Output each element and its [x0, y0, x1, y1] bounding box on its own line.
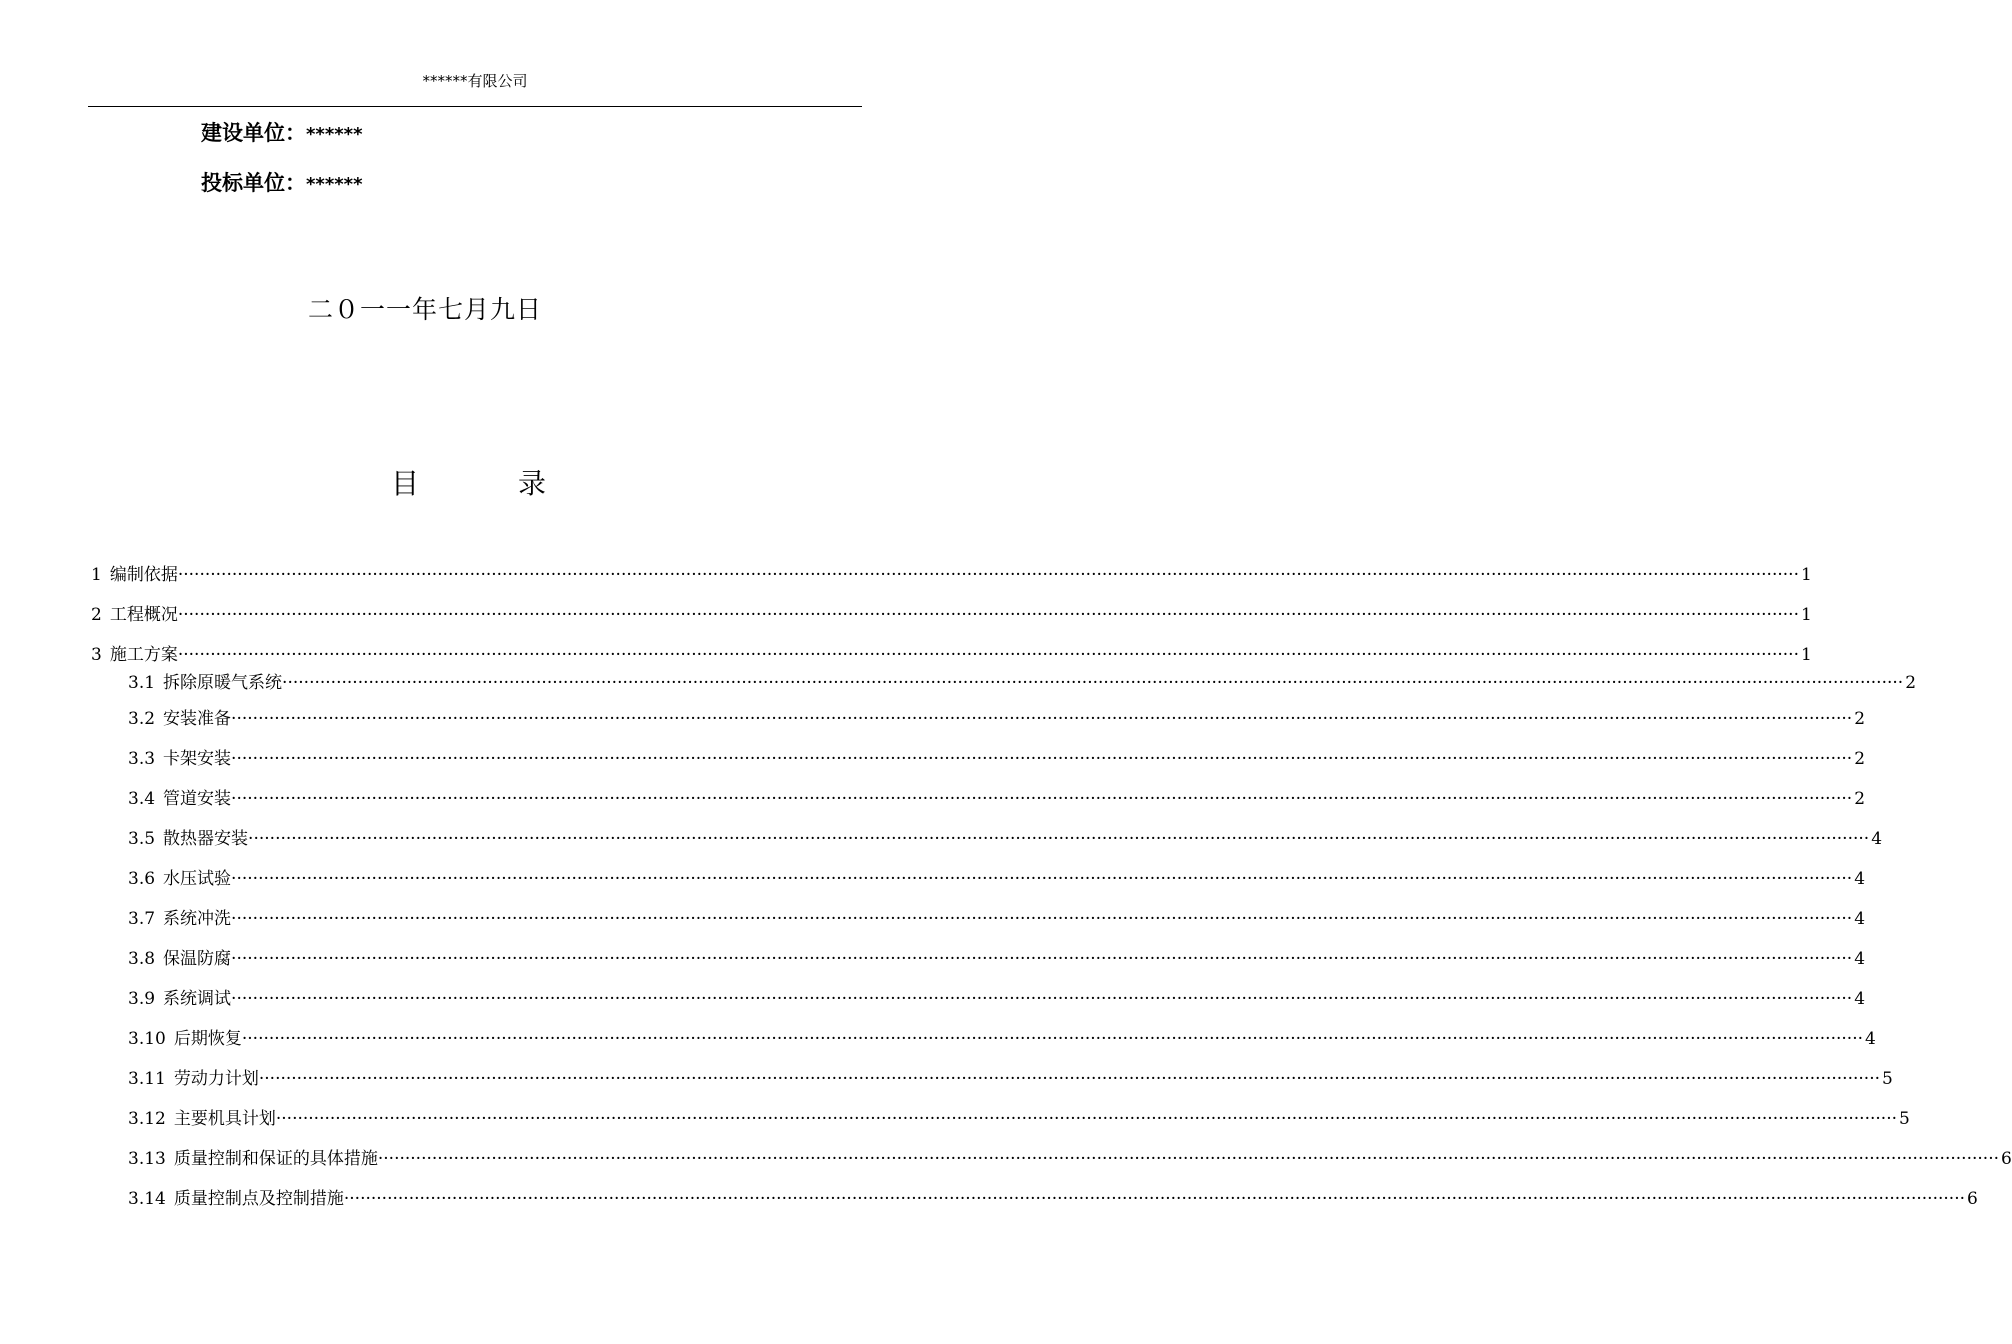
toc-entry-number: 3.4: [128, 789, 156, 809]
toc-entry-title: 后期恢复: [173, 1029, 242, 1049]
company-header: ******有限公司: [422, 72, 528, 90]
toc-entry-number: 3.14: [128, 1189, 166, 1209]
toc-entry-page: 5: [1882, 1069, 1893, 1089]
toc-leader-dots: ············································································································································································································································································································: [231, 949, 1853, 969]
toc-entry-number: 3.7: [128, 909, 156, 929]
toc-leader-dots: ············································································································································································································································································································: [377, 1149, 2000, 1169]
construction-unit-value: ******: [306, 124, 363, 145]
toc-entry-page: 6: [1967, 1189, 1978, 1209]
toc-entry-title: 卡架安装: [163, 749, 232, 769]
toc-entry-number: 3.12: [128, 1109, 166, 1129]
toc-entry[interactable]: [128, 827, 1883, 851]
toc-leader-dots: ············································································································································································································································································································: [177, 605, 1799, 625]
construction-unit-line: [201, 117, 362, 147]
toc-entry-page: 1: [1800, 645, 1812, 665]
toc-entry-title: 施工方案: [109, 645, 178, 665]
toc-entry-number: 3.1: [128, 673, 156, 693]
toc-entry-number: 3.13: [128, 1149, 166, 1169]
toc-entry[interactable]: [128, 947, 1866, 971]
toc-entry-title: 主要机具计划: [173, 1109, 276, 1129]
toc-entry-number: 3.8: [128, 949, 156, 969]
toc-leader-dots: ············································································································································································································································································································: [241, 1029, 1864, 1049]
toc-entry-title: 安装准备: [163, 709, 232, 729]
toc-entry-page: 1: [1800, 605, 1812, 625]
toc-entry-page: 1: [1800, 565, 1812, 585]
toc-entry-title: 管道安装: [163, 789, 232, 809]
toc-entry-number: 3.10: [128, 1029, 166, 1049]
toc-entry-number: 3.11: [128, 1069, 166, 1089]
toc-entry[interactable]: [128, 747, 1866, 771]
toc-entry-page: 4: [1854, 869, 1866, 889]
toc-leader-dots: ············································································································································································································································································································: [248, 829, 1870, 849]
toc-leader-dots: ············································································································································································································································································································: [231, 709, 1853, 729]
toc-entry-title: 拆除原暖气系统: [163, 673, 283, 693]
toc-entry-page: 2: [1854, 749, 1866, 769]
toc-leader-dots: ············································································································································································································································································································: [231, 749, 1853, 769]
toc-leader-dots: ············································································································································································································································································································: [275, 1109, 1898, 1129]
toc-leader-dots: ············································································································································································································································································································: [231, 989, 1853, 1009]
toc-entry[interactable]: [128, 787, 1866, 811]
toc-entry-title: 工程概况: [109, 605, 178, 625]
toc-leader-dots: ············································································································································································································································································································: [231, 909, 1853, 929]
toc-entry-number: 1: [91, 565, 102, 585]
toc-entry[interactable]: [128, 1027, 1876, 1051]
toc-entry[interactable]: [91, 563, 1812, 587]
toc-leader-dots: ············································································································································································································································································································: [231, 789, 1853, 809]
bidder-unit-line: [201, 167, 362, 197]
toc-entry-title: 系统冲洗: [163, 909, 232, 929]
toc-entry-page: 2: [1854, 789, 1866, 809]
header-divider: [88, 106, 862, 107]
toc-entry-title: 系统调试: [163, 989, 232, 1009]
toc-entry-number: 3.9: [128, 989, 156, 1009]
toc-entry-title: 编制依据: [109, 565, 178, 585]
toc-entry-page: 2: [1905, 673, 1917, 693]
toc-entry-number: 3.6: [128, 869, 156, 889]
toc-entry[interactable]: [128, 867, 1866, 891]
toc-entry-number: 3.2: [128, 709, 156, 729]
toc-entry[interactable]: [128, 907, 1866, 931]
toc-title-char-1: 目: [391, 467, 420, 500]
toc-entry-page: 2: [1854, 709, 1866, 729]
toc-entry-title: 散热器安装: [163, 829, 249, 849]
bidder-unit-value: ******: [306, 174, 363, 195]
toc-entry-page: 4: [1871, 829, 1883, 849]
toc-entry-number: 3.5: [128, 829, 156, 849]
toc-leader-dots: ············································································································································································································································································································: [282, 673, 1904, 693]
toc-entry-title: 质量控制点及控制措施: [173, 1189, 344, 1209]
toc-entry[interactable]: [128, 1187, 1978, 1211]
toc-entry[interactable]: [128, 1107, 1910, 1131]
toc-entry-page: 4: [1865, 1029, 1876, 1049]
toc-entry[interactable]: [128, 987, 1866, 1011]
toc-entry[interactable]: [128, 1147, 2012, 1171]
bidder-unit-label: 投标单位：: [201, 171, 306, 195]
toc-entry[interactable]: [128, 671, 1917, 695]
toc-leader-dots: ············································································································································································································································································································: [177, 645, 1799, 665]
construction-unit-label: 建设单位：: [201, 121, 306, 145]
toc-leader-dots: ············································································································································································································································································································: [177, 565, 1799, 585]
toc-entry[interactable]: [128, 1067, 1893, 1091]
toc-leader-dots: ············································································································································································································································································································: [343, 1189, 1966, 1209]
toc-entry-page: 5: [1899, 1109, 1910, 1129]
toc-entry-page: 4: [1854, 949, 1866, 969]
toc-leader-dots: ············································································································································································································································································································: [258, 1069, 1881, 1089]
toc-entry-title: 质量控制和保证的具体措施: [173, 1149, 378, 1169]
toc-entry-number: 3: [91, 645, 102, 665]
document-date: 二０一一年七月九日: [308, 295, 543, 324]
toc-entry-page: 6: [2001, 1149, 2012, 1169]
toc-entry-title: 水压试验: [163, 869, 232, 889]
toc-entry[interactable]: [91, 603, 1812, 627]
toc-entry[interactable]: [91, 643, 1812, 667]
toc-entry-number: 3.3: [128, 749, 156, 769]
toc-entry[interactable]: [128, 707, 1866, 731]
toc-entry-title: 保温防腐: [163, 949, 232, 969]
toc-entry-number: 2: [91, 605, 102, 625]
toc-leader-dots: ············································································································································································································································································································: [231, 869, 1853, 889]
toc-entry-page: 4: [1854, 989, 1866, 1009]
toc-title-char-2: 录: [518, 467, 547, 500]
toc-entry-title: 劳动力计划: [173, 1069, 259, 1089]
toc-entry-page: 4: [1854, 909, 1866, 929]
